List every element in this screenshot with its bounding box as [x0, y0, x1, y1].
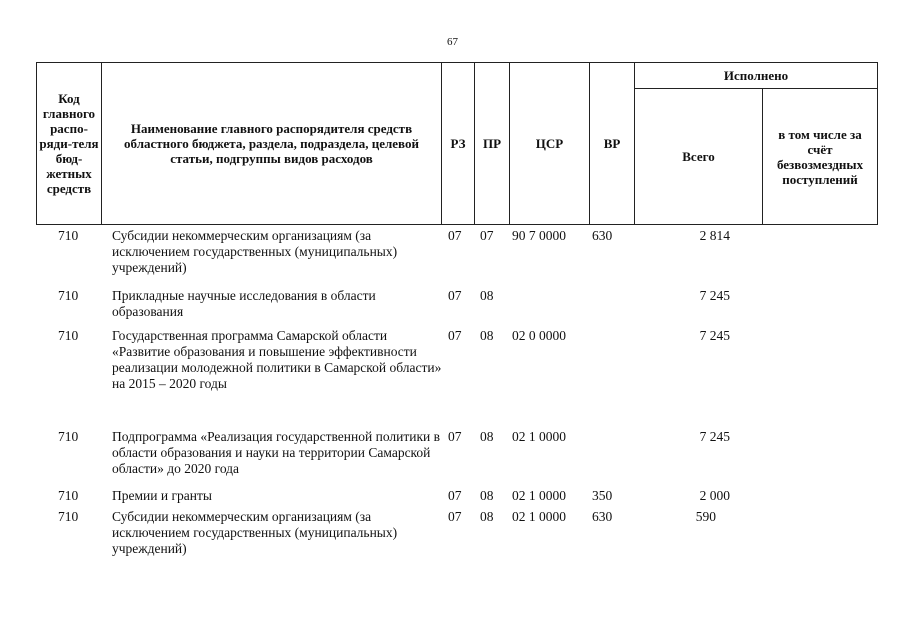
row-name: Премии и гранты [112, 488, 212, 503]
row-total: 7 245 [699, 328, 730, 343]
row-pr: 08 [480, 328, 494, 343]
row-name: Подпрограмма «Реализация государственной политики в области образования и науки на территории Самарской области» до 2020 года [112, 429, 441, 476]
row-rz: 07 [448, 328, 462, 343]
row-code: 710 [58, 488, 79, 503]
header-total: Всего [635, 89, 763, 225]
row-total: 590 [695, 509, 716, 524]
row-rz: 07 [448, 488, 462, 503]
row-code: 710 [58, 429, 79, 444]
row-code: 710 [58, 328, 79, 343]
header-including-free: в том числе за счёт безвозмездных поступлений [763, 89, 878, 225]
header-vr: ВР [590, 63, 635, 225]
row-vr: 630 [592, 509, 613, 524]
row-name: Субсидии некоммерческим организациям (за исключением государственных (муниципальных) учреждений) [112, 228, 398, 275]
row-total: 7 245 [699, 288, 730, 303]
row-csr: 02 1 0000 [512, 429, 566, 444]
row-total: 2 814 [699, 228, 730, 243]
row-vr: 350 [592, 488, 613, 503]
row-vr: 630 [592, 228, 613, 243]
row-name: Субсидии некоммерческим организациям (за исключением государственных (муниципальных) учреждений) [112, 509, 398, 556]
row-csr: 02 1 0000 [512, 509, 566, 524]
row-csr: 02 1 0000 [512, 488, 566, 503]
table-header [36, 62, 878, 225]
header-executed: Исполнено [635, 63, 878, 89]
row-name: Государственная программа Самарской области «Развитие образования и повышение эффективности реализации молодежной политики в Самарской области» на 2015 – 2020 годы [112, 328, 442, 391]
header-name: Наименование главного распорядителя средств областного бюджета, раздела, подраздела, целевой статьи, подгруппы видов расходов [102, 63, 442, 225]
row-rz: 07 [448, 429, 462, 444]
header-csr: ЦСР [510, 63, 590, 225]
row-rz: 07 [448, 509, 462, 524]
row-pr: 08 [480, 509, 494, 524]
row-pr: 08 [480, 429, 494, 444]
header-code: Код главного распо-ряди-теля бюд-жетных средств [37, 63, 102, 225]
row-total: 7 245 [699, 429, 730, 444]
page-number: 67 [447, 36, 458, 48]
row-code: 710 [58, 288, 79, 303]
row-rz: 07 [448, 228, 462, 243]
row-total: 2 000 [699, 488, 730, 503]
row-csr: 02 0 0000 [512, 328, 566, 343]
row-code: 710 [58, 228, 79, 243]
row-csr: 90 7 0000 [512, 228, 566, 243]
header-rz: РЗ [442, 63, 475, 225]
row-pr: 07 [480, 228, 494, 243]
row-pr: 08 [480, 288, 494, 303]
header-pr: ПР [475, 63, 510, 225]
row-name: Прикладные научные исследования в области образования [112, 288, 376, 319]
row-pr: 08 [480, 488, 494, 503]
row-code: 710 [58, 509, 79, 524]
row-rz: 07 [448, 288, 462, 303]
